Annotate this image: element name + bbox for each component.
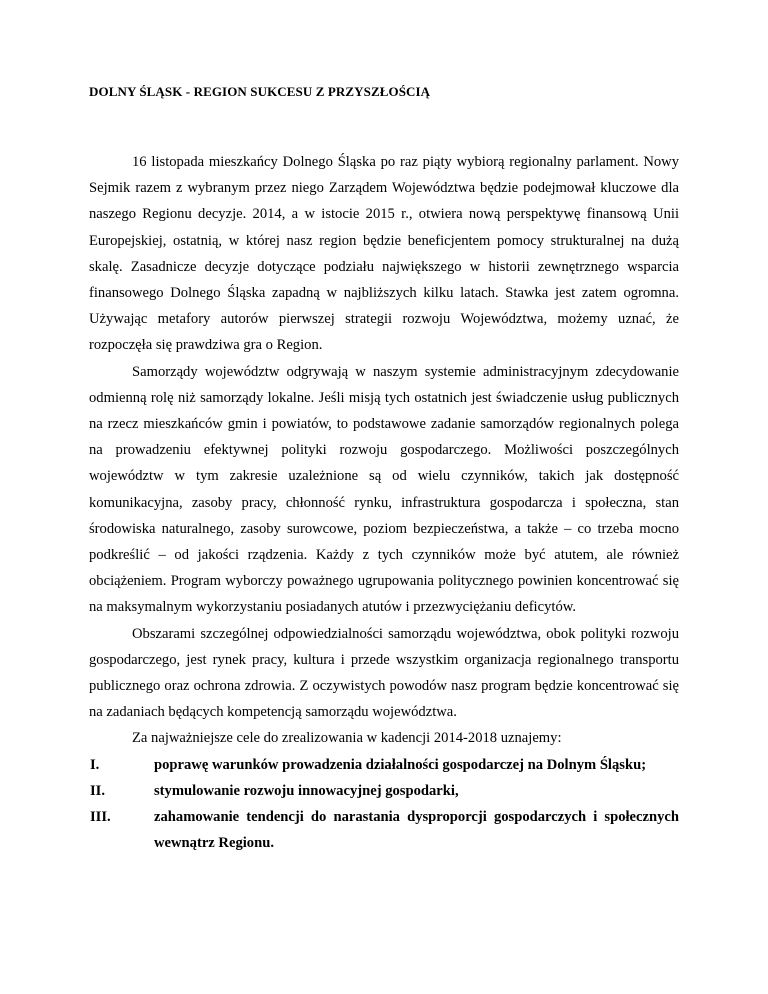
goal-text: zahamowanie tendencji do narastania dysproporcji gospodarczych i społecznych wewnątrz Regionu. <box>154 809 679 852</box>
goal-number: II. <box>90 782 106 799</box>
goal-item <box>89 752 679 778</box>
document-body <box>89 149 679 856</box>
paragraph-election: 16 listopada mieszkańcy Dolnego Śląska po raz piąty wybiorą regionalny parlament. Nowy Sejmik razem z wybranym przez niego Zarządem Województwa będzie podejmował kluczowe dla naszego Regionu decyzje. 2014, a w istocie 2015 r., otwiera nową perspektywę finansową Unii Europejskiej, ostatnią, w której nasz region będzie beneficjentem pomocy strukturalnej na dużą skalę. Zasadnicze decyzje dotyczące podziału największego w historii zewnętrznego wsparcia finansowego Dolnego Śląska zapadną w najbliższych kilku latach. Stawka jest zatem ogromna. Używając metafory autorów pierwszej strategii rozwoju Województwa, możemy uznać, że rozpoczęła się prawdziwa gra o Region. <box>89 154 679 354</box>
document-title: DOLNY ŚLĄSK - REGION SUKCESU Z PRZYSZŁOŚCIĄ <box>89 84 431 99</box>
goals-intro: Za najważniejsze cele do zrealizowania w kadencji 2014-2018 uznajemy: <box>132 730 562 747</box>
goal-text: poprawę warunków prowadzenia działalności gospodarczej na Dolnym Śląsku; <box>154 756 647 773</box>
paragraph-responsibilities: Obszarami szczególnej odpowiedzialności samorządu województwa, obok polityki rozwoju gospodarczego, jest rynek pracy, kultura i przede wszystkim organizacja regionalnego transportu publicznego oraz ochrona zdrowia. Z oczywistych powodów nasz program będzie koncentrować się na zadaniach będących kompetencją samorządu województwa. <box>89 625 679 721</box>
goal-text: stymulowanie rozwoju innowacyjnej gospodarki, <box>154 782 459 799</box>
goal-item <box>89 778 679 804</box>
paragraph-regional-government: Samorządy województw odgrywają w naszym systemie administracyjnym zdecydowanie odmienną rolę niż samorządy lokalne. Jeśli misją tych ostatnich jest świadczenie usług publicznych na rzecz mieszkańców gmin i powiatów, to podstawowe zadanie samorządów regionalnych polega na prowadzeniu efektywnej polityki rozwoju gospodarczego. Możliwości poszczególnych województw w tym zakresie uzależnione są od wielu czynników, takich jak dostępność komunikacyjna, zasoby pracy, chłonność rynku, infrastruktura gospodarcza i społeczna, stan środowiska naturalnego, zasoby surowcowe, poziom bezpieczeństwa, a także – co trzeba mocno podkreślić – od jakości rządzenia. Każdy z tych czynników może być atutem, ale również obciążeniem. Program wyborczy poważnego ugrupowania politycznego powinien koncentrować się na maksymalnym wykorzystaniu posiadanych atutów i przezwyciężaniu deficytów. <box>89 363 679 616</box>
goal-number: III. <box>90 809 111 826</box>
goal-number: I. <box>90 756 100 773</box>
goal-item <box>89 804 679 856</box>
goals-list <box>89 752 679 857</box>
